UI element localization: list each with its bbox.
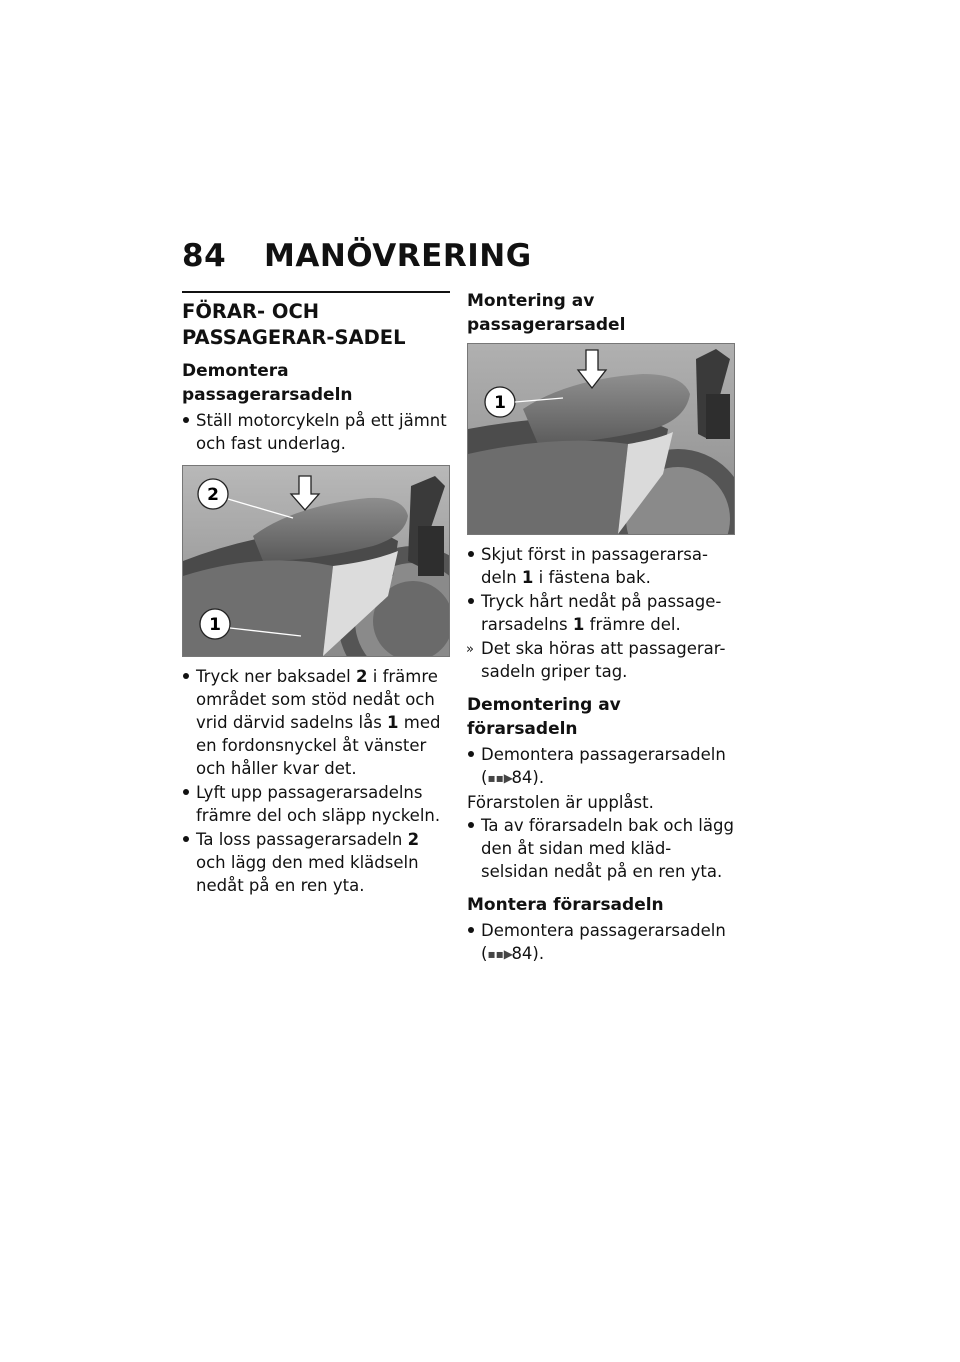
result-arrow-icon: »	[466, 642, 474, 657]
list-item: Ta av förarsadeln bak och lägg den åt sidan med kläd-selsidan nedåt på en ren yta.	[481, 816, 734, 881]
result-item: » Det ska höras att passagerar-sadeln griper tag.	[466, 639, 726, 681]
page-header	[182, 238, 532, 274]
list-item: Tryck hårt nedåt på passage-rarsadelns 1 främre del.	[481, 592, 722, 634]
list-item: Skjut först in passagerarsa-deln 1 i fästena bak.	[481, 545, 708, 587]
left-column	[182, 291, 450, 898]
section-title: FÖRAR- OCH PASSAGERAR-SADEL	[182, 300, 406, 349]
page-reference[interactable]: 84).	[511, 768, 545, 787]
list-item: Ställ motorcykeln på ett jämnt och fast underlag.	[196, 411, 447, 453]
list-item: Tryck ner baksadel 2 i främre området som stöd nedåt och vrid därvid sadelns lås 1 med en fordonsnyckel åt vänster och håller kvar det.	[196, 667, 441, 778]
heading-mount-passenger-seat: Montering av passagerarsadel	[467, 291, 626, 335]
seat-removal-illustration	[182, 465, 450, 657]
section-rule	[182, 291, 450, 293]
heading-mount-rider-seat: Montera förarsadeln	[467, 895, 664, 915]
callout-1: 1	[494, 393, 506, 413]
callout-2: 2	[207, 485, 219, 505]
page-reference[interactable]: 84).	[511, 944, 545, 963]
page-reference-arrow-icon: ▪▪▶	[487, 771, 513, 785]
chapter-title: MANÖVRERING	[264, 238, 532, 274]
seat-mounting-illustration	[467, 343, 735, 535]
heading-remove-rider-seat: Demontering av förarsadeln	[467, 695, 621, 739]
status-note: Förarstolen är upplåst.	[467, 793, 654, 812]
subtitle-remove-passenger-seat: Demontera passagerarsadeln	[182, 361, 353, 405]
list-item: Demontera passagerarsadeln (▪▪▶84).	[467, 919, 735, 966]
callout-1: 1	[209, 615, 221, 635]
list-item: Demontera passagerarsadeln (▪▪▶84).	[467, 743, 735, 790]
page-reference-arrow-icon: ▪▪▶	[487, 947, 513, 961]
list-item: Lyft upp passagerarsadelns främre del och släpp nyckeln.	[196, 783, 441, 825]
page-number: 84	[182, 238, 227, 274]
right-column	[467, 289, 735, 967]
list-item: Ta loss passagerarsadeln 2 och lägg den med klädseln nedåt på en ren yta.	[196, 830, 420, 895]
